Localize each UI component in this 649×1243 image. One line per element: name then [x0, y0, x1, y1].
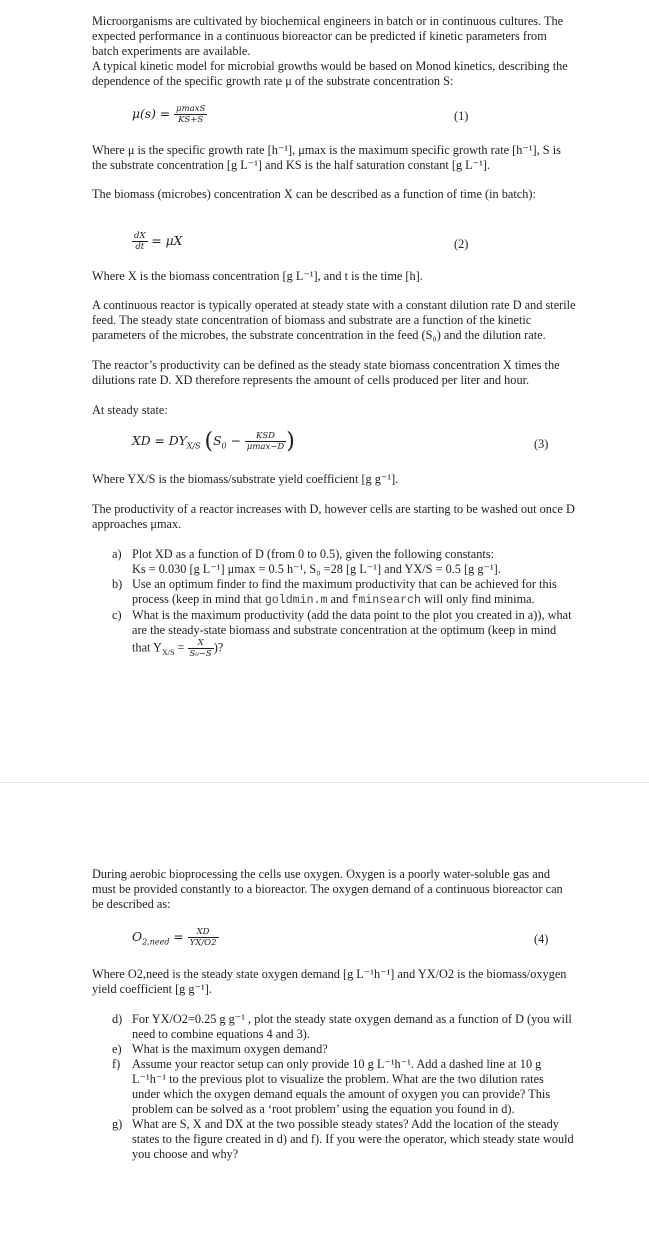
question-b: [112, 577, 574, 608]
equation-4-number: (4): [534, 932, 549, 946]
intro-paragraph: Microorganisms are cultivated by biochemical engineers in batch or in continuous cultures. The expected performance in a continuous bioreactor can be predicted if kinetic parameters from batch experiments are available.: [92, 14, 564, 58]
equation-1-number: (1): [454, 109, 469, 123]
equation-2-number: (2): [454, 237, 469, 251]
question-a-label: a): [112, 547, 122, 561]
equation-3-yield-subscript: X/S: [186, 441, 201, 451]
biomass-definitions: Where X is the biomass concentration [g L⁻¹], and t is the time [h].: [92, 269, 423, 283]
equation-1-numerator: μmaxS: [176, 104, 206, 114]
monod-intro-paragraph: A typical kinetic model for microbial growths would be based on Monod kinetics, describing the dependence of the specific growth rate μ of the substrate concentration S:: [92, 59, 568, 88]
equation-4-fraction: [188, 927, 219, 948]
question-d: [112, 1012, 574, 1042]
code-goldmin: goldmin.m: [264, 594, 328, 607]
equation-3-minus: −: [230, 434, 241, 448]
oxygen-intro-paragraph: During aerobic bioprocessing the cells use oxygen. Oxygen is a poorly water-soluble gas and must be provided constantly to a bioreactor. The oxygen demand of a continuous bioreactor can be described as:: [92, 867, 563, 911]
equation-4-lhs: O: [132, 930, 143, 944]
equation-3-numerator: KSD: [245, 431, 286, 442]
equation-2-rhs: = μX: [151, 234, 183, 248]
equation-1-fraction: [174, 104, 207, 125]
question-f-label: f): [112, 1057, 121, 1071]
question-b-label: b): [112, 577, 123, 591]
equation-4-equals: =: [169, 930, 188, 944]
question-list-d-g: [112, 1012, 574, 1162]
equation-2-fraction: [132, 231, 148, 252]
question-c-end: )?: [213, 640, 224, 655]
equation-4-denominator: YX/O2: [189, 938, 217, 948]
equation-2: [132, 231, 182, 252]
question-g: [112, 1117, 574, 1162]
question-c-text: What is the maximum productivity (add the data point to the plot you created in a)), what are the steady-state biomass and substrate concentration at the optimum (keep in mind that Y: [132, 608, 572, 655]
equation-3-feed: S: [213, 434, 222, 448]
steady-state-label: At steady state:: [92, 403, 168, 417]
continuous-reactor-paragraph: A continuous reactor is typically operated at steady state with a constant dilution rate D and sterile feed. The steady state concentration of biomass and substrate are a function of the kinetic parameters of the microbes, the substrate concentration in the feed (S₀) and the dilution rate.: [92, 298, 576, 342]
question-d-text: For YX/O2=0.25 g g⁻¹ , plot the steady state oxygen demand as a function of D (you will need to combine equations 4 and 3).: [132, 1012, 572, 1041]
code-fminsearch: fminsearch: [351, 594, 421, 607]
biomass-intro-paragraph: The biomass (microbes) concentration X can be described as a function of time (in batch):: [92, 187, 536, 201]
question-e: [112, 1042, 574, 1057]
growth-rate-definitions: Where μ is the specific growth rate [h⁻¹], μmax is the maximum specific growth rate [h⁻¹], S is the substrate concentration [g L⁻¹] and KS is the half saturation constant [g L⁻¹].: [92, 143, 561, 172]
washout-paragraph: The productivity of a reactor increases with D, however cells are starting to be washed out once D approaches μmax.: [92, 502, 575, 531]
equation-3-lhs: XD = DY: [132, 434, 187, 448]
question-c-equals: =: [174, 640, 188, 655]
equation-3-number: (3): [534, 437, 549, 451]
question-f-text: Assume your reactor setup can only provide 10 g L⁻¹h⁻¹. Add a dashed line at 10 g L⁻¹h⁻¹ to the previous plot to visualize the problem. What are the two dilution rates under which the oxygen demand equals the amount of oxygen you can provide? This problem can be solved as a ‘root problem’ using the equation you found in d).: [132, 1057, 551, 1116]
question-g-text: What are S, X and DX at the two possible steady states? Add the location of the steady states to the figure created in d) and f). If you were the operator, which steady state would you choose and why?: [132, 1117, 574, 1161]
question-c-fraction: [188, 638, 214, 659]
question-f: [112, 1057, 574, 1117]
equation-1-lhs: μ(s) =: [132, 107, 171, 121]
question-d-label: d): [112, 1012, 123, 1026]
productivity-definition-paragraph: The reactor’s productivity can be defined as the steady state biomass concentration X times the dilutions rate D. XD therefore represents the amount of cells produced per liter and hour.: [92, 358, 560, 387]
equation-4-subscript: 2,need: [142, 937, 170, 947]
question-e-text: What is the maximum oxygen demand?: [132, 1042, 328, 1056]
equation-2-denominator: dt: [135, 242, 145, 252]
equation-4: [132, 927, 219, 948]
question-c-numerator: X: [188, 638, 214, 649]
question-a-text: Plot XD as a function of D (from 0 to 0.5), given the following constants:: [132, 547, 495, 561]
question-b-and: and: [327, 592, 352, 606]
question-a: [112, 547, 574, 577]
question-list-a-c: [112, 547, 574, 659]
question-b-text: Use an optimum finder to find the maximum productivity that can be achieved for this process (keep in mind that: [132, 577, 557, 606]
equation-1-denominator: KS+S: [178, 115, 204, 125]
question-c-label: c): [112, 608, 122, 622]
equation-3: XD = $DY_{X/S}$ ($S_0$ − $\frac{\text{KSD}}{\mu\max-D}$ ): [132, 429, 295, 454]
yield-definition: Where YX/S is the biomass/substrate yield coefficient [g g⁻¹].: [92, 472, 399, 486]
question-e-label: e): [112, 1042, 122, 1056]
question-a-constants: Ks = 0.030 [g L⁻¹] μmax = 0.5 h⁻¹, S₀ =28 [g L⁻¹] and YX/S = 0.5 [g g⁻¹].: [132, 562, 501, 576]
equation-2-numerator: dX: [134, 231, 146, 241]
equation-3-denominator: μmax−D: [246, 442, 285, 452]
question-c-denominator: S₀−S: [189, 649, 212, 659]
equation-3-feed-subscript: 0: [221, 441, 227, 451]
oxygen-demand-definitions: Where O2,need is the steady state oxygen demand [g L⁻¹h⁻¹] and YX/O2 is the biomass/oxygen yield coefficient [g g⁻¹].: [92, 967, 567, 996]
document-page-2: [0, 783, 649, 1243]
question-c: [112, 608, 574, 659]
question-c-subscript: X/S: [161, 647, 175, 657]
question-b-text-end: will only find minima.: [420, 592, 535, 606]
equation-3-fraction: [245, 431, 286, 452]
equation-4-numerator: XD: [188, 927, 219, 938]
question-g-label: g): [112, 1117, 123, 1131]
equation-1: [132, 104, 207, 125]
